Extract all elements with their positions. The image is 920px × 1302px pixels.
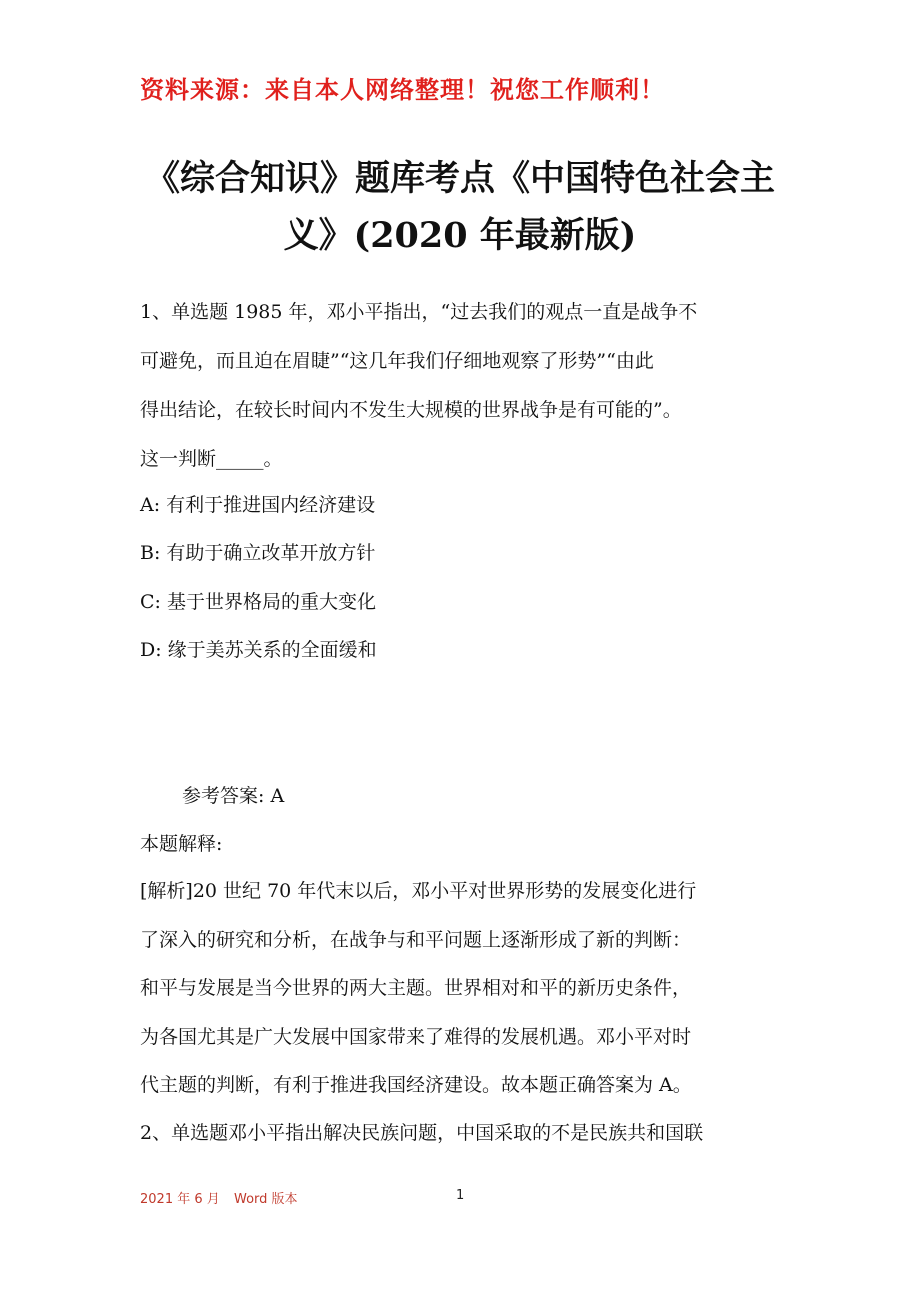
footer-version: Word 版本 [234,1192,298,1207]
explanation-label: 本题解释: [140,833,223,855]
option-d: D: 缘于美苏关系的全面缓和 [140,639,377,661]
reference-answer: 参考答案: A [182,785,285,807]
footer-date: 2021 年 6 月 [140,1192,220,1207]
page-number: 1 [456,1188,465,1203]
option-a: A: 有利于推进国内经济建设 [140,494,376,516]
explanation-line-2: 了深入的研究和分析，在战争与和平问题上逐渐形成了新的判断： [140,929,692,951]
explanation-line-1: [解析]20 世纪 70 年代末以后，邓小平对世界形势的发展变化进行 [140,880,697,902]
option-c: C: 基于世界格局的重大变化 [140,591,376,613]
question-1-line-3: 得出结论，在较长时间内不发生大规模的世界战争是有可能的”。 [140,399,682,421]
question-1-line-4: 这一判断_____。 [140,448,283,470]
explanation-line-4: 为各国尤其是广大发展中国家带来了难得的发展机遇。邓小平对时 [140,1026,692,1048]
header-note: 资料来源：来自本人网络整理！祝您工作顺利！ [140,76,665,104]
question-1-line-2: 可避免，而且迫在眉睫”“这几年我们仔细地观察了形势”“由此 [140,350,654,372]
page-title-line-2: 义》(2020 年最新版) [283,215,637,256]
question-1-line-1: 1、单选题 1985 年，邓小平指出，“过去我们的观点一直是战争不 [140,301,698,323]
explanation-line-5: 代主题的判断，有利于推进我国经济建设。故本题正确答案为 A。 [140,1074,692,1096]
question-2-line-1: 2、单选题邓小平指出解决民族问题，中国采取的不是民族共和国联 [140,1122,704,1144]
option-b: B: 有助于确立改革开放方针 [140,542,376,564]
page-title-line-1: 《综合知识》题库考点《中国特色社会主 [144,158,775,199]
explanation-line-3: 和平与发展是当今世界的两大主题。世界相对和平的新历史条件， [140,977,692,999]
